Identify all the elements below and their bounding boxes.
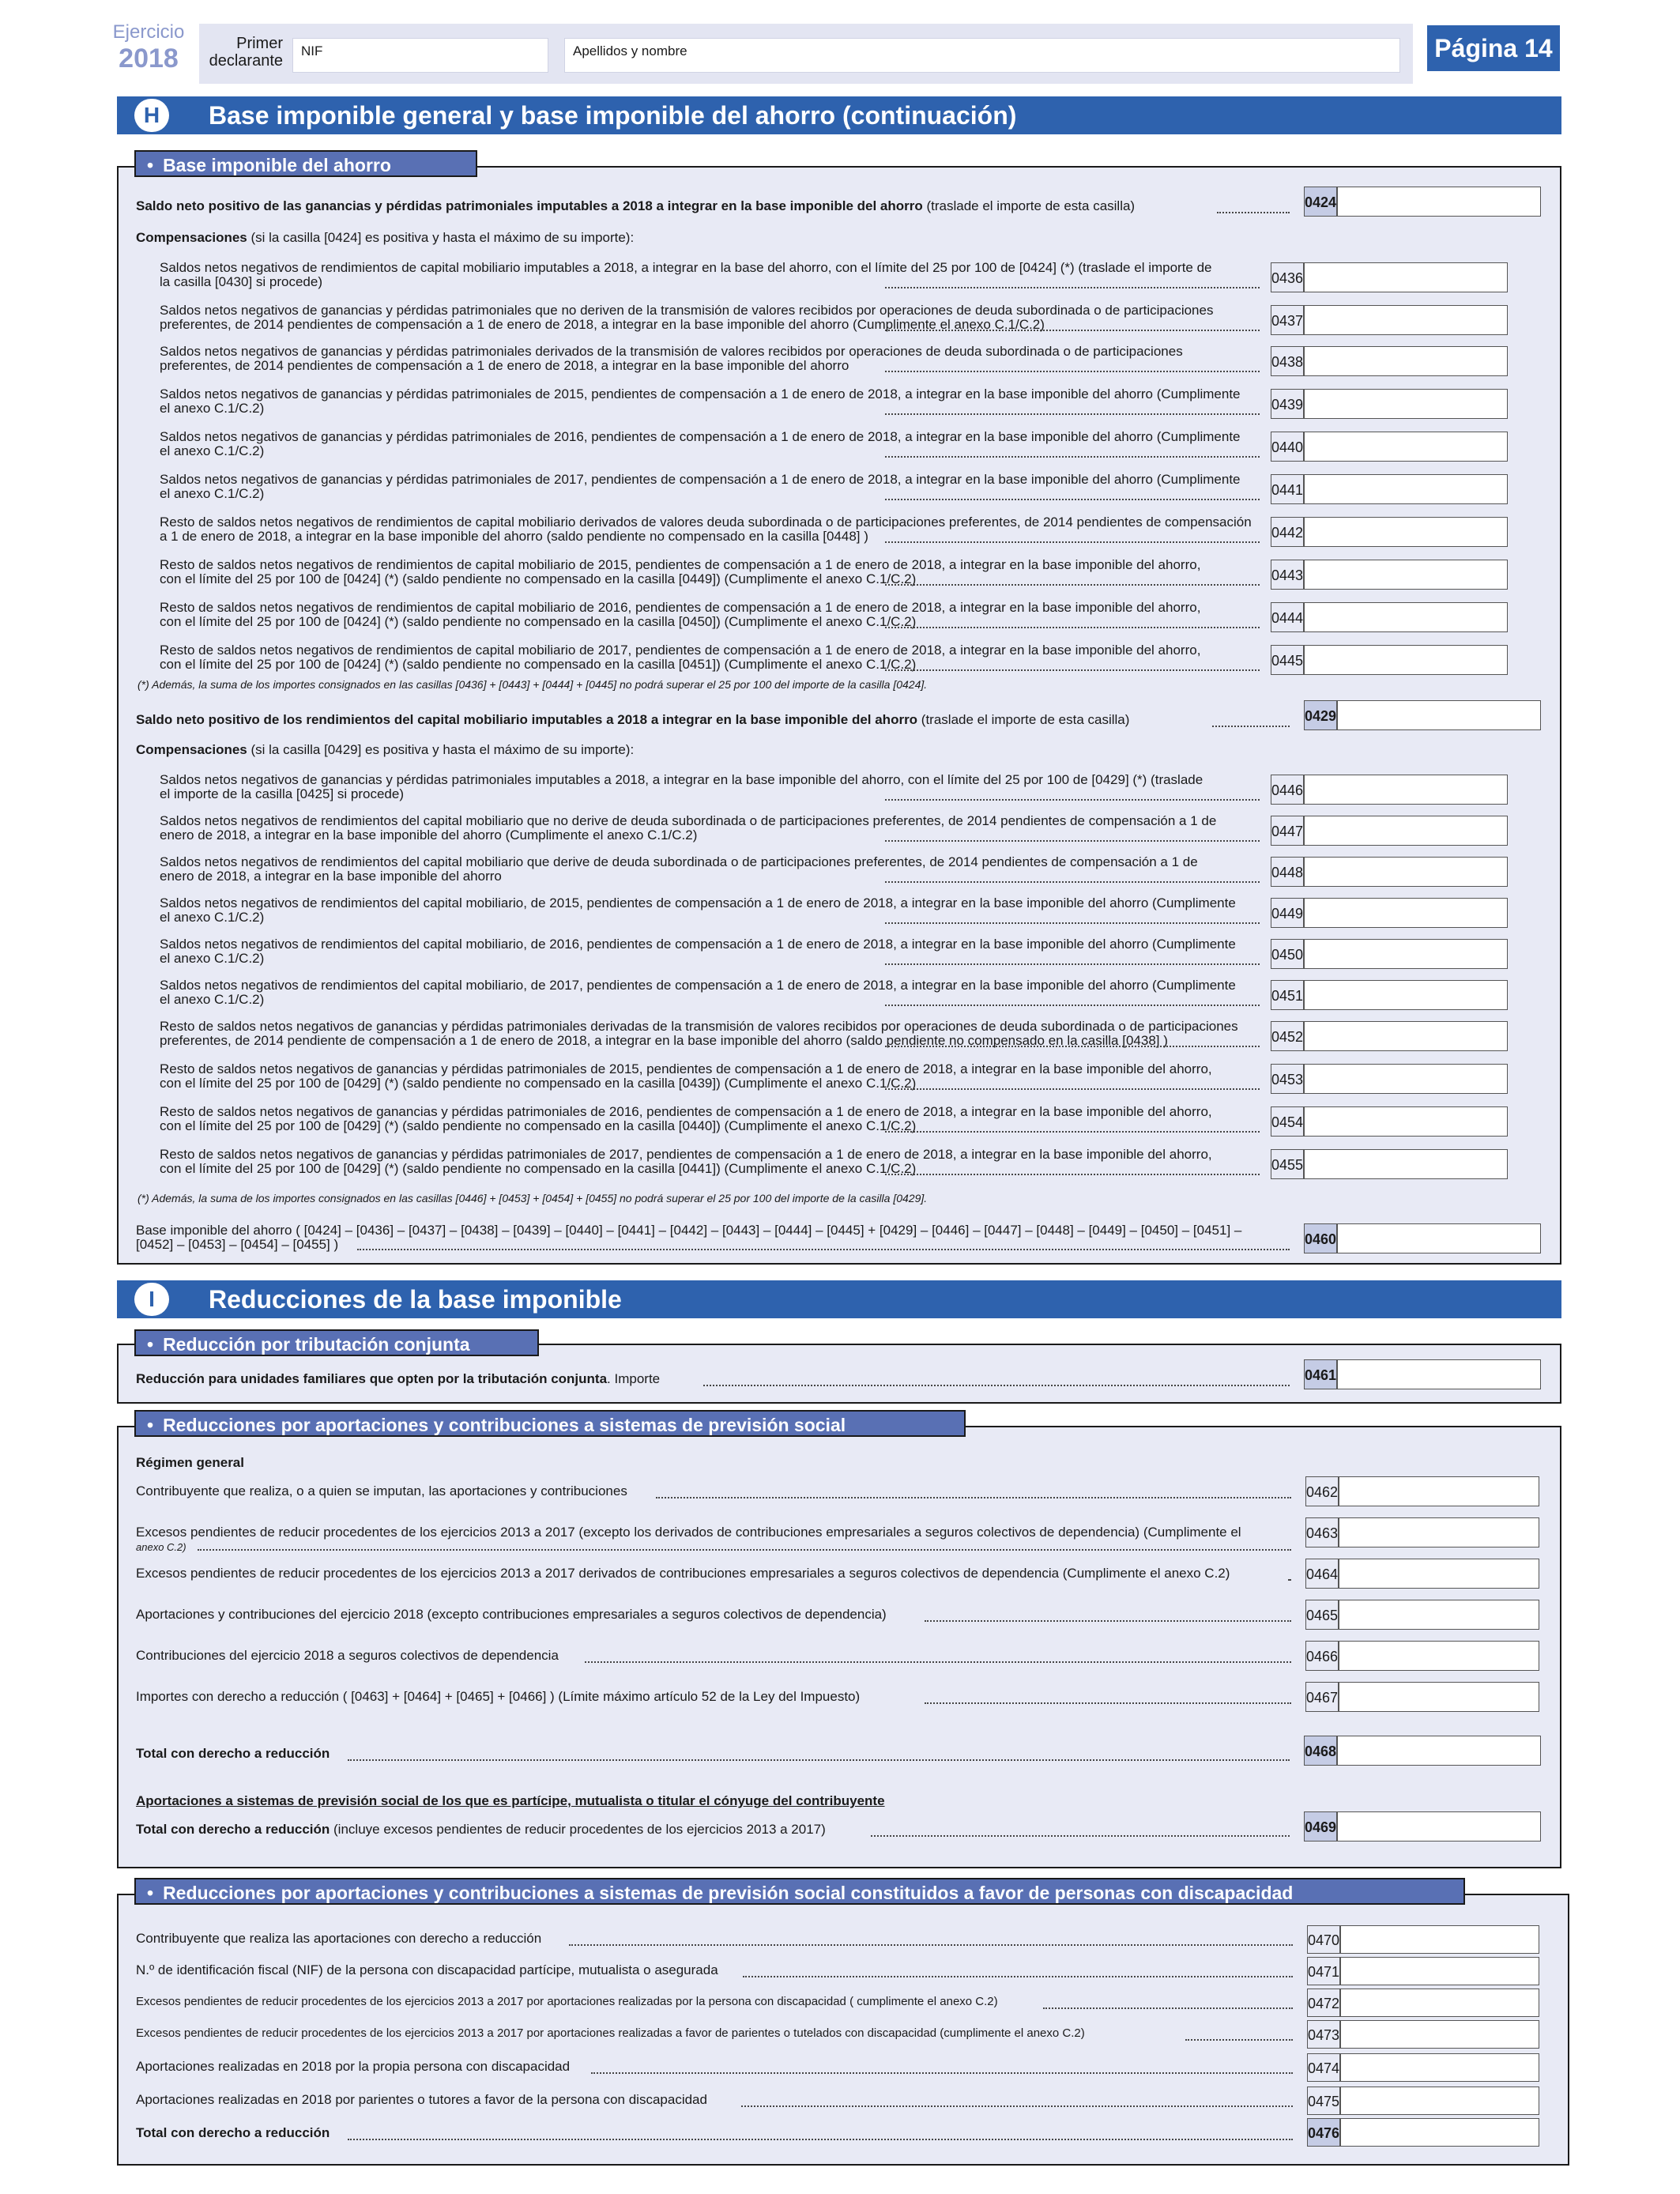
casilla-sectionI-disc-5-code-input[interactable] (1340, 2087, 1539, 2115)
text: Saldos netos negativos de ganancias y pérdidas patrimoniales imputables a 2018, a integrar en la base imponible del ahorro, con el límite del 25 por 100 de [0429] (*) (traslade (160, 772, 1203, 787)
text: Excesos pendientes de reducir procedentes de los ejercicios 2013 a 2017 derivados de contribuciones empresariales a seguros colectivos de dependencia (Cumplimente el anexo C.2) (136, 1566, 1230, 1581)
leader-dots (656, 1497, 1291, 1498)
compensacion-item (160, 303, 1260, 332)
casilla-sectionH-items2-0-code-input[interactable] (1304, 775, 1508, 805)
casilla-code: 0473 (1307, 2020, 1340, 2049)
compensacion-item (160, 387, 1260, 416)
casilla-code: 0463 (1305, 1517, 1339, 1547)
saldo-rendimientos-label (136, 713, 1290, 727)
tab-discapacidad: • Reducciones por aportaciones y contribuciones a sistemas de previsión social constituidos a favor de personas con discapacidad (134, 1878, 1465, 1905)
casilla-code: 0453 (1271, 1064, 1304, 1094)
casilla-code: 0466 (1305, 1641, 1339, 1671)
casilla-sectionH-items1-2-code-input[interactable] (1304, 346, 1508, 376)
compensacion-item (160, 814, 1260, 843)
text: Saldos netos negativos de ganancias y pérdidas patrimoniales derivados de la transmisión de valores recibidos por operaciones de deuda subordinada o de participaciones (160, 344, 1183, 359)
casilla-sectionH-items1-6-code-input[interactable] (1304, 517, 1508, 547)
casilla-sectionH-items1-1-code-input[interactable] (1304, 305, 1508, 335)
casilla-sectionI-disc-0-code-input[interactable] (1340, 1925, 1539, 1954)
text: Resto de saldos netos negativos de rendimientos de capital mobiliario de 2017, pendientes de compensación a 1 de enero de 2018, a integrar en la base imponible del ahorro, (160, 643, 1201, 658)
casilla-sectionI-items-0-code-input[interactable] (1339, 1476, 1539, 1506)
casilla-sectionH-items2-2-code-input[interactable] (1304, 857, 1508, 887)
leader-dots (885, 799, 1260, 801)
text: el anexo C.1/C.2) (160, 951, 265, 966)
text: con el límite del 25 por 100 de [0424] (*) (saldo pendiente no compensado en la casilla [0451]) (Cumplimente el anexo C.1/C.2) (160, 657, 917, 672)
casilla-code: 0451 (1271, 980, 1304, 1010)
casilla-code: 0438 (1271, 346, 1304, 376)
casilla-sectionI-disc-1-code-input[interactable] (1340, 1957, 1539, 1985)
casilla-code: 0437 (1271, 305, 1304, 335)
text: Resto de saldos netos negativos de rendimientos de capital mobiliario de 2016, pendientes de compensación a 1 de enero de 2018, a integrar en la base imponible del ahorro, (160, 600, 1201, 615)
casilla-code: 0442 (1271, 517, 1304, 547)
text: (si la casilla [0424] es positiva y hasta el máximo de su importe): (247, 230, 635, 245)
casilla-code: 0440 (1271, 432, 1304, 462)
casilla-sectionI-conjunta-code-input[interactable] (1337, 1359, 1541, 1389)
leader-dots (885, 499, 1260, 500)
leader-dots (885, 1088, 1260, 1090)
footnote-1: (*) Además, la suma de los importes consignados en las casillas [0436] + [0443] + [0444] + [0445] no podrá superar el 25 por 100 del importe de la casilla [0424]. (137, 678, 928, 691)
compensacion-item (160, 1148, 1260, 1176)
ejercicio-label: Ejercicio 2018 (109, 22, 188, 74)
casilla-sectionI-total1-code-input[interactable] (1337, 1736, 1541, 1766)
casilla-code: 0467 (1305, 1682, 1339, 1712)
leader-dots (885, 584, 1260, 586)
leader-dots (885, 1005, 1260, 1006)
compensacion-item (160, 937, 1260, 966)
text: Resto de saldos netos negativos de ganancias y pérdidas patrimoniales derivadas de la transmisión de valores recibidos por operaciones de deuda subordinada o de participaciones (160, 1019, 1238, 1034)
leader-dots (591, 2072, 1293, 2074)
casilla-sectionI-items-1-code-input[interactable] (1339, 1517, 1539, 1547)
casilla-sectionH-items2-8-code-input[interactable] (1304, 1106, 1508, 1137)
casilla-sectionI-items-4-code-input[interactable] (1339, 1641, 1539, 1671)
text: con el límite del 25 por 100 de [0424] (*) (saldo pendiente no compensado en la casilla [0450]) (Cumplimente el anexo C.1/C.2) (160, 614, 917, 629)
text: Aportaciones y contribuciones del ejercicio 2018 (excepto contribuciones empresariales a seguros colectivos de dependencia) (136, 1607, 887, 1622)
leader-dots (585, 1661, 1291, 1663)
tab-conjunta: • Reducción por tributación conjunta (134, 1329, 539, 1356)
casilla-code: 0469 (1304, 1811, 1337, 1842)
text: el importe de la casilla [0425] si procede) (160, 786, 404, 801)
leader-dots (703, 1385, 1290, 1386)
page-number: Página 14 (1427, 25, 1560, 71)
text: Aportaciones realizadas en 2018 por la propia persona con discapacidad (136, 2059, 571, 2074)
compensacion-item (160, 855, 1260, 884)
leader-dots (1217, 212, 1290, 213)
casilla-code: 0464 (1305, 1559, 1339, 1589)
casilla-sectionI-items-3-code-input[interactable] (1339, 1600, 1539, 1630)
casilla-sectionI-disc-4-code-input[interactable] (1340, 2053, 1539, 2082)
leader-dots (885, 287, 1260, 288)
text: Saldos netos negativos de rendimientos del capital mobiliario que no derive de deuda subordinada o de participaciones preferentes, de 2014 pendientes de compensación a 1 de (160, 813, 1217, 828)
casilla-sectionH-items1-7-code-input[interactable] (1304, 560, 1508, 590)
text: Base imponible del ahorro ( [0424] – [0436] – [0437] – [0438] – [0439] – [0440] – [0441] – [0442] – [0443] – [0444] – [0445] + [0429] – [0446] – [0447] – [0448] – [0449] – [0450] – [0451] – (136, 1223, 1242, 1238)
text: (traslade el importe de esta casilla) (917, 712, 1130, 727)
compensacion-item (160, 558, 1260, 586)
apellidos-label: Apellidos y nombre (573, 43, 687, 58)
casilla-code: 0449 (1271, 898, 1304, 928)
leader-dots (743, 1976, 1293, 1977)
casilla-code: 0461 (1304, 1359, 1337, 1389)
leader-dots (885, 456, 1260, 458)
casilla-code: 0471 (1307, 1957, 1340, 1985)
text: Saldos netos negativos de ganancias y pérdidas patrimoniales de 2017, pendientes de compensación a 1 de enero de 2018, a integrar en la base imponible del ahorro (Cumplimente (160, 472, 1241, 487)
compensacion-item (160, 473, 1260, 501)
casilla-sectionI-items-2-code-input[interactable] (1339, 1559, 1539, 1589)
base-ahorro-label (136, 1223, 1290, 1252)
leader-dots (885, 627, 1260, 628)
text: Saldos netos negativos de ganancias y pérdidas patrimoniales que no deriven de la transmisión de valores recibidos por operaciones de deuda subordinada o de participaciones (160, 303, 1214, 318)
text: preferentes, de 2014 pendientes de compensación a 1 de enero de 2018, a integrar en la base imponible del ahorro (160, 358, 849, 373)
casilla-sectionH-items2-5-code-input[interactable] (1304, 980, 1508, 1010)
casilla-sectionI-total2-code-input[interactable] (1337, 1811, 1541, 1842)
compensacion-item (160, 1020, 1260, 1048)
compensacion-item (160, 345, 1260, 373)
text: con el límite del 25 por 100 de [0429] (*) (saldo pendiente no compensado en la casilla [0439]) (Cumplimente el anexo C.1/C.2) (160, 1076, 917, 1091)
text: con el límite del 25 por 100 de [0424] (*) (saldo pendiente no compensado en la casilla [0449]) (Cumplimente el anexo C.1/C.2) (160, 571, 917, 586)
leader-dots (885, 922, 1260, 924)
text: Resto de saldos netos negativos de ganancias y pérdidas patrimoniales de 2015, pendientes de compensación a 1 de enero de 2018, a integrar en la base imponible del ahorro, (160, 1061, 1212, 1076)
casilla-code: 0445 (1271, 645, 1304, 675)
conyuge-title: Aportaciones a sistemas de previsión social de los que es partícipe, mutualista o titular el cónyuge del contribuyente (136, 1793, 885, 1808)
text: (traslade el importe de esta casilla) (922, 198, 1136, 213)
text: el anexo C.1/C.2) (160, 910, 265, 925)
casilla-sectionH-base-code-input[interactable] (1337, 1223, 1541, 1253)
leader-dots (885, 963, 1260, 965)
casilla-sectionH-items2-3-code-input[interactable] (1304, 898, 1508, 928)
casilla-code: 0474 (1307, 2053, 1340, 2082)
text: Saldos netos negativos de ganancias y pérdidas patrimoniales de 2016, pendientes de compensación a 1 de enero de 2018, a integrar en la base imponible del ahorro (Cumplimente (160, 429, 1241, 444)
text: [0452] – [0453] – [0454] – [0455] ) (136, 1237, 339, 1252)
text: el anexo C.1/C.2) (160, 486, 265, 501)
text: Saldos netos negativos de rendimientos de capital mobiliario imputables a 2018, a integrar en la base del ahorro, con el límite del 25 por 100 de [0424] (*) (traslade el importe de (160, 260, 1212, 275)
compensacion-item (160, 261, 1260, 289)
leader-dots (1288, 1579, 1291, 1581)
compensacion-item (160, 643, 1260, 672)
casilla-code: 0443 (1271, 560, 1304, 590)
leader-dots (198, 1549, 1291, 1551)
text: anexo C.2) (136, 1541, 186, 1553)
leader-dots (885, 1131, 1260, 1133)
casilla-sectionH-items2-9-code-input[interactable] (1304, 1149, 1508, 1179)
text: Reducción para unidades familiares que opten por la tributación conjunta (136, 1371, 608, 1386)
text: enero de 2018, a integrar en la base imponible del ahorro (Cumplimente el anexo C.1/C.2) (160, 827, 698, 843)
leader-dots (925, 1620, 1291, 1622)
text: Compensaciones (136, 742, 247, 757)
nif-field[interactable] (292, 38, 548, 73)
text: el anexo C.1/C.2) (160, 992, 265, 1007)
leader-dots (1185, 2039, 1293, 2041)
text: . Importe (607, 1371, 661, 1386)
text: preferentes, de 2014 pendiente de compensación a 1 de enero de 2018, a integrar en la base imponible del ahorro (saldo pendiente no compensado en la casilla [0438] ) (160, 1033, 1168, 1048)
leader-dots (885, 1046, 1260, 1047)
casilla-code: 0454 (1271, 1106, 1304, 1137)
leader-dots (741, 2105, 1293, 2107)
saldo-ganancias-label (136, 199, 1290, 213)
tab-prevision: • Reducciones por aportaciones y contribuciones a sistemas de previsión social (134, 1410, 966, 1437)
casilla-code: 0444 (1271, 602, 1304, 632)
leader-dots (885, 541, 1260, 543)
text: Resto de saldos netos negativos de rendimientos de capital mobiliario derivados de valores deuda subordinada o de participaciones preferentes, de 2014 pendientes de compensación (160, 515, 1252, 530)
casilla-sectionI-disc-3-code-input[interactable] (1340, 2020, 1539, 2049)
text: Saldo neto positivo de las ganancias y pérdidas patrimoniales imputables a 2018 a integrar en la base imponible del ahorro (136, 198, 923, 213)
leader-dots (885, 371, 1260, 372)
leader-dots (885, 330, 1260, 331)
text: a 1 de enero de 2018, a integrar en la base imponible del ahorro (saldo pendiente no compensado en la casilla [0448] ) (160, 529, 868, 544)
text: Saldos netos negativos de ganancias y pérdidas patrimoniales de 2015, pendientes de compensación a 1 de enero de 2018, a integrar en la base imponible del ahorro (Cumplimente (160, 386, 1241, 401)
casilla-code: 0448 (1271, 857, 1304, 887)
leader-dots (348, 2139, 1293, 2140)
compensacion-item (160, 896, 1260, 925)
casilla-sectionH-saldo1-code-input[interactable] (1337, 187, 1541, 217)
compensacion-item (160, 773, 1260, 801)
total-reduccion-label: Total con derecho a reducción (136, 1746, 330, 1761)
text: la casilla [0430] si procede) (160, 274, 323, 289)
nif-label: NIF (301, 43, 323, 58)
casilla-code: 0436 (1271, 262, 1304, 292)
ejercicio-year: 2018 (119, 43, 179, 74)
tab-base-ahorro: • Base imponible del ahorro (134, 150, 477, 177)
casilla-sectionH-items1-4-code-input[interactable] (1304, 432, 1508, 462)
leader-dots (1212, 726, 1290, 727)
casilla-code: 0439 (1271, 389, 1304, 419)
text: Contribuyente que realiza las aportaciones con derecho a reducción (136, 1931, 542, 1946)
declarante-label: Primer declarante (209, 35, 283, 70)
discapacidad-item (136, 2026, 1290, 2041)
apellidos-field[interactable] (564, 38, 1400, 73)
leader-dots (925, 1702, 1291, 1704)
text: Saldo neto positivo de los rendimientos del capital mobiliario imputables a 2018 a integrar en la base imponible del ahorro (136, 712, 918, 727)
section-i-bar (117, 1280, 1561, 1318)
casilla-code: 0450 (1271, 939, 1304, 969)
casilla-sectionH-items1-5-code-input[interactable] (1304, 474, 1508, 504)
text: N.º de identificación fiscal (NIF) de la persona con discapacidad partícipe, mutualista o asegurada (136, 1962, 718, 1977)
text: Excesos pendientes de reducir procedentes de los ejercicios 2013 a 2017 por aportaciones realizadas por la persona con discapacidad ( cumplimente el anexo C.2) (136, 1995, 998, 2008)
text: preferentes, de 2014 pendientes de compensación a 1 de enero de 2018, a integrar en la base imponible del ahorro (Cumplimente el anexo C.1/C.2) (160, 317, 1045, 332)
text: enero de 2018, a integrar en la base imponible del ahorro (160, 869, 502, 884)
text: el anexo C.1/C.2) (160, 443, 265, 458)
casilla-code: 0429 (1304, 700, 1337, 730)
casilla-sectionI-disc-2-code-input[interactable] (1340, 1989, 1539, 2017)
casilla-sectionH-saldo2-code-input[interactable] (1337, 700, 1541, 730)
text: Saldos netos negativos de rendimientos del capital mobiliario, de 2015, pendientes de compensación a 1 de enero de 2018, a integrar en la base imponible del ahorro (Cumplimente (160, 895, 1236, 910)
text: Saldos netos negativos de rendimientos del capital mobiliario, de 2017, pendientes de compensación a 1 de enero de 2018, a integrar en la base imponible del ahorro (Cumplimente (160, 978, 1236, 993)
casilla-code: 0472 (1307, 1989, 1340, 2017)
casilla-sectionI-items-5-code-input[interactable] (1339, 1682, 1539, 1712)
casilla-sectionH-items2-4-code-input[interactable] (1304, 939, 1508, 969)
casilla-sectionH-items2-6-code-input[interactable] (1304, 1021, 1508, 1051)
casilla-code: 0446 (1271, 775, 1304, 805)
text: Resto de saldos netos negativos de rendimientos de capital mobiliario de 2015, pendientes de compensación a 1 de enero de 2018, a integrar en la base imponible del ahorro, (160, 557, 1201, 572)
text: Resto de saldos netos negativos de ganancias y pérdidas patrimoniales de 2016, pendientes de compensación a 1 de enero de 2018, a integrar en la base imponible del ahorro, (160, 1104, 1212, 1119)
casilla-sectionH-items1-3-code-input[interactable] (1304, 389, 1508, 419)
section-h-title: Base imponible general y base imponible del ahorro (continuación) (209, 101, 1017, 130)
text: el anexo C.1/C.2) (160, 401, 265, 416)
casilla-code: 0447 (1271, 816, 1304, 846)
compensaciones-label-2 (136, 743, 1242, 757)
text: Saldos netos negativos de rendimientos del capital mobiliario que derive de deuda subordinada o de participaciones preferentes, de 2014 pendientes de compensación a 1 de (160, 854, 1198, 869)
casilla-code: 0455 (1271, 1149, 1304, 1179)
leader-dots (885, 413, 1260, 415)
casilla-code: 0475 (1307, 2087, 1340, 2115)
leader-dots (348, 1759, 1290, 1761)
text: (incluye excesos pendientes de reducir procedentes de los ejercicios 2013 a 2017) (330, 1822, 826, 1837)
compensacion-item (160, 1062, 1260, 1091)
section-h-bar (117, 96, 1561, 134)
text: Compensaciones (136, 230, 247, 245)
casilla-code: 0460 (1304, 1223, 1337, 1253)
footnote-2: (*) Además, la suma de los importes consignados en las casillas [0446] + [0453] + [0454] + [0455] no podrá superar el 25 por 100 del importe de la casilla [0429]. (137, 1192, 928, 1204)
compensacion-item (160, 601, 1260, 629)
text: Saldos netos negativos de rendimientos del capital mobiliario, de 2016, pendientes de compensación a 1 de enero de 2018, a integrar en la base imponible del ahorro (Cumplimente (160, 937, 1236, 952)
casilla-code: 0424 (1304, 187, 1337, 217)
casilla-code: 0470 (1307, 1925, 1340, 1954)
text: Aportaciones realizadas en 2018 por parientes o tutores a favor de la persona con discapacidad (136, 2092, 707, 2107)
compensacion-item (160, 978, 1260, 1007)
text: Excesos pendientes de reducir procedentes de los ejercicios 2013 a 2017 (excepto los derivados de contribuciones empresariales a seguros colectivos de dependencia) (Cumplimente el (136, 1525, 1241, 1540)
leader-dots (885, 669, 1260, 671)
casilla-sectionH-items1-9-code-input[interactable] (1304, 645, 1508, 675)
text: Total con derecho a reducción (136, 1822, 330, 1837)
leader-dots (885, 840, 1260, 842)
text: Contribuyente que realiza, o a quien se imputan, las aportaciones y contribuciones (136, 1483, 627, 1498)
text: Importes con derecho a reducción ( [0463] + [0464] + [0465] + [0466] ) (Límite máximo artículo 52 de la Ley del Impuesto) (136, 1689, 861, 1704)
section-i-letter: I (134, 1283, 169, 1316)
casilla-code: 0462 (1305, 1476, 1339, 1506)
compensacion-item (160, 430, 1260, 458)
prevision-item (136, 1566, 1290, 1581)
compensacion-item (160, 515, 1260, 544)
text: Resto de saldos netos negativos de ganancias y pérdidas patrimoniales de 2017, pendientes de compensación a 1 de enero de 2018, a integrar en la base imponible del ahorro, (160, 1147, 1212, 1162)
total-discapacidad-label: Total con derecho a reducción (136, 2125, 330, 2140)
section-h-letter: H (134, 99, 169, 132)
section-i-title: Reducciones de la base imponible (209, 1285, 622, 1314)
text: Contribuciones del ejercicio 2018 a seguros colectivos de dependencia (136, 1648, 559, 1663)
casilla-sectionH-items1-0-code-input[interactable] (1304, 262, 1508, 292)
casilla-code: 0441 (1271, 474, 1304, 504)
leader-dots (885, 1174, 1260, 1175)
casilla-code: 0452 (1271, 1021, 1304, 1051)
text: con el límite del 25 por 100 de [0429] (*) (saldo pendiente no compensado en la casilla [0441]) (Cumplimente el anexo C.1/C.2) (160, 1161, 917, 1176)
leader-dots (885, 881, 1260, 883)
leader-dots (1043, 2007, 1293, 2009)
text: (si la casilla [0429] es positiva y hasta el máximo de su importe): (247, 742, 635, 757)
casilla-sectionI-total3-code-input[interactable] (1340, 2118, 1539, 2147)
leader-dots (569, 1944, 1293, 1946)
text: con el límite del 25 por 100 de [0429] (*) (saldo pendiente no compensado en la casilla [0440]) (Cumplimente el anexo C.1/C.2) (160, 1118, 917, 1133)
compensacion-item (160, 1105, 1260, 1133)
compensaciones-label (136, 231, 1242, 245)
casilla-code: 0476 (1307, 2118, 1340, 2147)
casilla-sectionH-items2-1-code-input[interactable] (1304, 816, 1508, 846)
leader-dots (357, 1249, 1290, 1250)
text: Excesos pendientes de reducir procedentes de los ejercicios 2013 a 2017 por aportaciones realizadas a favor de parientes o tutelados con discapacidad (cumplimente el anexo C.2) (136, 2026, 1085, 2040)
regimen-general-title: Régimen general (136, 1455, 244, 1470)
leader-dots (871, 1835, 1290, 1837)
casilla-sectionH-items2-7-code-input[interactable] (1304, 1064, 1508, 1094)
casilla-code: 0468 (1304, 1736, 1337, 1766)
casilla-sectionH-items1-8-code-input[interactable] (1304, 602, 1508, 632)
casilla-code: 0465 (1305, 1600, 1339, 1630)
